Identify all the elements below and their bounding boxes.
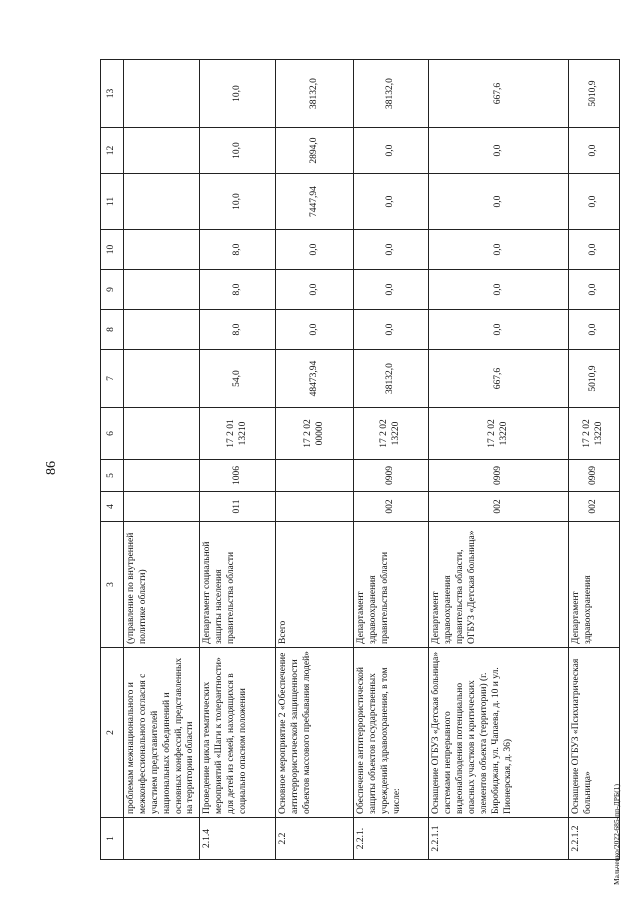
cell-value: 0,0 — [276, 230, 354, 270]
cell-executor: Департамент социальной защиты населения правительства области — [200, 522, 276, 648]
col-header: 10 — [101, 230, 124, 270]
cell-value: 011 — [200, 492, 276, 522]
cell-event: Оснащение ОГБУЗ «Психиатрическая больница» — [569, 648, 620, 818]
cell-value: 0,0 — [569, 270, 620, 310]
cell-event: Обеспечение антитеррористической защиты объектов государственных учреждений здравоохранения, в том числе: — [354, 648, 429, 818]
col-header: 7 — [101, 350, 124, 408]
page-number: 86 — [44, 461, 59, 475]
table-row — [276, 60, 354, 860]
table-row — [354, 60, 429, 860]
cell-value — [124, 174, 200, 230]
cell-value: 0,0 — [354, 270, 429, 310]
col-header: 11 — [101, 174, 124, 230]
cell-value: 0,0 — [354, 230, 429, 270]
cell-value — [124, 230, 200, 270]
table-row — [429, 60, 569, 860]
cell-value — [124, 310, 200, 350]
cell-number: 2.1.4 — [200, 818, 276, 860]
table-row — [569, 60, 620, 860]
cell-value: 8,0 — [200, 230, 276, 270]
cell-value: 0,0 — [276, 270, 354, 310]
cell-value — [124, 408, 200, 460]
document-sheet — [100, 60, 620, 860]
cell-value: 0,0 — [354, 310, 429, 350]
cell-value — [124, 350, 200, 408]
cell-value — [124, 128, 200, 174]
cell-value — [276, 492, 354, 522]
cell-value: 0,0 — [429, 270, 569, 310]
cell-number — [124, 818, 200, 860]
cell-value: 17 2 02 13220 — [354, 408, 429, 460]
cell-number: 2.2.1.2 — [569, 818, 620, 860]
cell-executor: Департамент здравоохранения правительства области, ОГБУЗ «Детская больница» — [429, 522, 569, 648]
cell-value: 0,0 — [569, 128, 620, 174]
cell-value: 0,0 — [276, 310, 354, 350]
cell-value: 0909 — [429, 460, 569, 492]
cell-value: 0,0 — [429, 230, 569, 270]
cell-value: 38132,0 — [354, 60, 429, 128]
cell-executor: Всего — [276, 522, 354, 648]
table-row — [124, 60, 200, 860]
table-row — [200, 60, 276, 860]
cell-value: 0,0 — [429, 310, 569, 350]
cell-value: 5010,9 — [569, 350, 620, 408]
col-header: 1 — [101, 818, 124, 860]
col-header: 4 — [101, 492, 124, 522]
cell-event: проблемам межнационального и межконфессионального согласия с участием представителей национальных объединений и основных конфессий, представленных на территории области — [124, 648, 200, 818]
cell-number: 2.2.1.1 — [429, 818, 569, 860]
col-header: 5 — [101, 460, 124, 492]
cell-value: 0,0 — [354, 128, 429, 174]
cell-executor: (управление по внутренней политике области) — [124, 522, 200, 648]
cell-value: 0,0 — [429, 128, 569, 174]
cell-value: 002 — [429, 492, 569, 522]
cell-value: 38132,0 — [354, 350, 429, 408]
cell-number: 2.2.1. — [354, 818, 429, 860]
col-header: 9 — [101, 270, 124, 310]
cell-executor: Департамент здравоохранения — [569, 522, 620, 648]
cell-value: 10,0 — [200, 174, 276, 230]
cell-event: Проведение цикла тематических мероприятий «Шаги к толерантности» для детей из семей, находящихся в социально опасном положении — [200, 648, 276, 818]
cell-value: 8,0 — [200, 270, 276, 310]
cell-value: 0909 — [354, 460, 429, 492]
cell-value: 17 2 02 13220 — [569, 408, 620, 460]
cell-value: 0,0 — [429, 174, 569, 230]
cell-value: 002 — [354, 492, 429, 522]
cell-value: 54,0 — [200, 350, 276, 408]
cell-value: 667,6 — [429, 350, 569, 408]
cell-event: Оснащение ОГБУЗ «Детская больница» системами непрерывного видеонаблюдения потенциально опасных участков и критических элементов объекта (территории) (г. Биробиджан, ул. Чапаева, д. 10 и ул. Пионерская, д. 36) — [429, 648, 569, 818]
header-row — [101, 60, 124, 860]
cell-value: 8,0 — [200, 310, 276, 350]
cell-value: 0,0 — [569, 230, 620, 270]
cell-executor: Департамент здравоохранения правительства области — [354, 522, 429, 648]
cell-event: Основное мероприятие 2 «Обеспечение антитеррористической защищенности объектов массового пребывания людей» — [276, 648, 354, 818]
budget-table — [100, 59, 620, 860]
cell-value: 17 2 01 13210 — [200, 408, 276, 460]
cell-number: 2.2 — [276, 818, 354, 860]
cell-value — [124, 270, 200, 310]
col-header: 8 — [101, 310, 124, 350]
cell-value: 667,6 — [429, 60, 569, 128]
col-header: 13 — [101, 60, 124, 128]
cell-value: 2894,0 — [276, 128, 354, 174]
cell-value: 48473,94 — [276, 350, 354, 408]
cell-value: 7447,94 — [276, 174, 354, 230]
cell-value: 1006 — [200, 460, 276, 492]
cell-value: 38132,0 — [276, 60, 354, 128]
cell-value — [124, 460, 200, 492]
cell-value — [124, 60, 200, 128]
cell-value: 5010,9 — [569, 60, 620, 128]
document-reference: Мальченко/2022-685-пп-ДРБ(1) — [612, 784, 621, 885]
cell-value: 0,0 — [569, 174, 620, 230]
col-header: 6 — [101, 408, 124, 460]
cell-value: 17 2 02 00000 — [276, 408, 354, 460]
cell-value: 002 — [569, 492, 620, 522]
col-header: 12 — [101, 128, 124, 174]
cell-value: 0,0 — [569, 310, 620, 350]
cell-value: 17 2 02 13220 — [429, 408, 569, 460]
cell-value: 0,0 — [354, 174, 429, 230]
cell-value — [276, 460, 354, 492]
cell-value: 0909 — [569, 460, 620, 492]
cell-value: 10,0 — [200, 128, 276, 174]
cell-value — [124, 492, 200, 522]
cell-value: 10,0 — [200, 60, 276, 128]
col-header: 2 — [101, 648, 124, 818]
col-header: 3 — [101, 522, 124, 648]
